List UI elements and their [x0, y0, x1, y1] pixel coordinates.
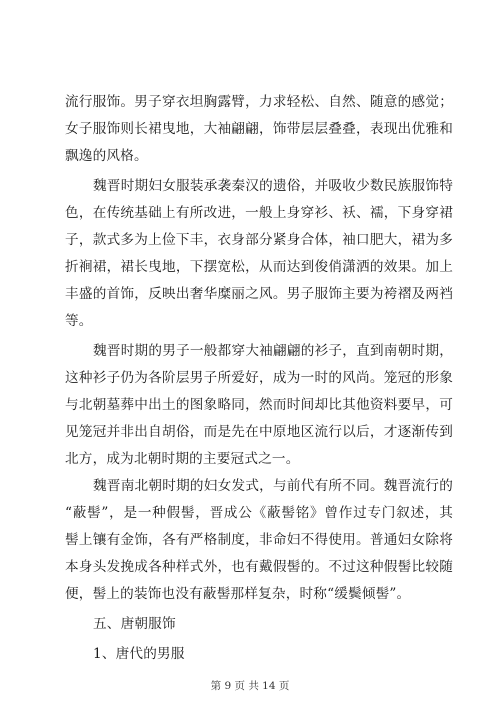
paragraph: [65, 473, 453, 608]
text-line: 魏晋南北朝时期的妇女发式，与前代有所不同。魏晋流行的: [93, 478, 453, 494]
text-line: “蔽髻”，是一种假髻，晋成公《蔽髻铭》曾作过专门叙述，其: [65, 505, 453, 521]
text-line: 髻上镶有金饰，各有严格制度，非命妇不得使用。普通妇女除将: [65, 532, 453, 548]
document-body: [65, 89, 453, 668]
text-line: 丰盛的首饰，反映出奢华糜丽之风。男子服饰主要为袴褶及两裆: [65, 286, 453, 302]
text-line: 本身头发挽成各种样式外，也有戴假髻的。不过这种假髻比较随: [65, 559, 453, 575]
paragraph: [65, 338, 453, 473]
text-line: 飘逸的风格。: [65, 148, 148, 164]
text-line: 这种衫子仍为各阶层男子所爱好，成为一时的风尚。笼冠的形象: [65, 370, 453, 386]
text-line: 等。: [65, 313, 93, 329]
text-line: 便，髻上的装饰也没有蔽髻那样复杂，时称“缓鬓倾髻”。: [65, 586, 411, 602]
text-line: 色，在传统基础上有所改进，一般上身穿衫、袄、襦，下身穿裙: [65, 205, 453, 221]
section-heading: [65, 611, 453, 638]
heading-text: 1、唐代的男服: [93, 646, 185, 662]
paragraph: [65, 89, 453, 170]
text-line: 折裥裙，裙长曳地，下摆宽松，从而达到俊俏潇洒的效果。加上: [65, 259, 453, 275]
text-line: 见笼冠并非出自胡俗，而是先在中原地区流行以后，才逐渐传到: [65, 424, 453, 440]
text-line: 与北朝墓葬中出土的图象略同，然而时间却比其他资料要早，可: [65, 397, 453, 413]
page-footer: 第 9 页 共 14 页: [210, 680, 290, 692]
text-line: 女子服饰则长裙曳地，大袖翩翩，饰带层层叠叠，表现出优雅和: [65, 121, 453, 137]
text-line: 魏晋时期的男子一般都穿大袖翩翩的衫子，直到南朝时期，: [93, 343, 453, 359]
text-line: 流行服饰。男子穿衣坦胸露臂，力求轻松、自然、随意的感觉；: [65, 94, 453, 110]
paragraph: [65, 173, 453, 335]
text-line: 魏晋时期妇女服装承袭秦汉的遗俗，并吸收少数民族服饰特: [93, 178, 453, 194]
text-line: 北方，成为北朝时期的主要冠式之一。: [65, 451, 300, 467]
subsection-heading: [65, 641, 453, 668]
text-line: 子，款式多为上俭下丰，衣身部分紧身合体，袖口肥大，裙为多: [65, 232, 453, 248]
heading-text: 五、唐朝服饰: [93, 616, 176, 632]
